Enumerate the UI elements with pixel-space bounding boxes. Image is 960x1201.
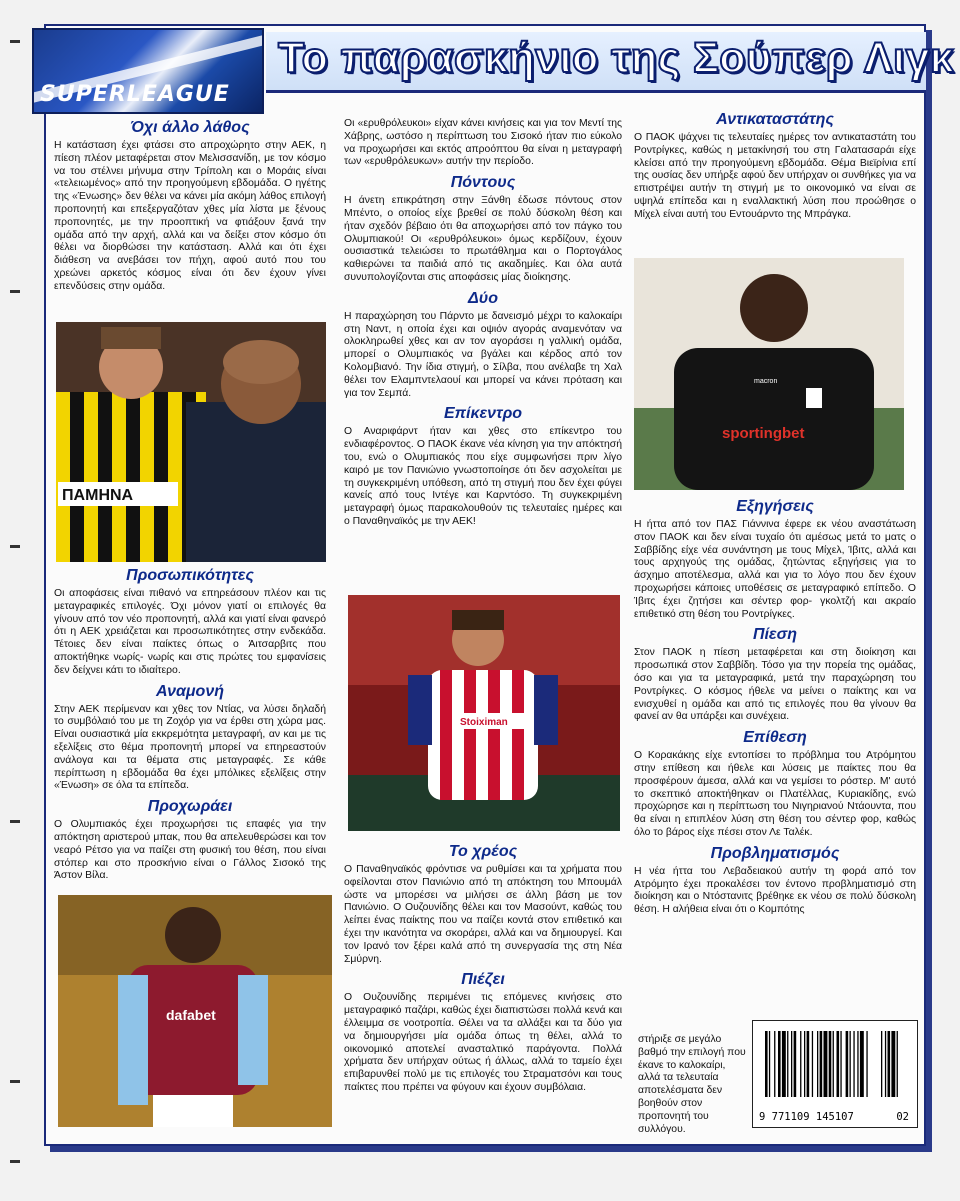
article-heading: Αναμονή: [155, 682, 224, 700]
article-heading: Πιέζει: [461, 971, 505, 989]
barcode-bar: [769, 1031, 770, 1097]
article-body: Ο Ουζουνίδης περιμένει τις επόμενες κινήσεις στο μεταγραφικό παζάρι, καθώς έχει διαπιστώσει πολλά κενά και έλλειμμα σε νοοτροπία. Θέλει να τα αλλάξει και τα δύο για να δημιουργήσει μία ομάδα όπως τη θέλει, αλλά το οικονομικό αποτελεί ανασταλτικό παράγοντα. Πολλά χρήματα δεν υπήρχαν ούτως ή άλλως, αλλά το ταμείο έχει επιβαρυνθεί πολύ με τις επιλογές του Στραματσόνι και τους παίκτες που πρέπει να φύγουν και έχουν συμβόλαια.: [344, 992, 622, 1093]
column-right: [634, 110, 916, 222]
barcode-bar: [885, 1031, 886, 1097]
photo-paok-player: [634, 258, 904, 490]
column-middle: [344, 118, 622, 529]
article-heading: Προσωπικότητες: [126, 567, 254, 584]
barcode-bar: [820, 1031, 823, 1097]
logo-text: SUPERLEAGUE: [40, 82, 230, 107]
barcode-bar: [804, 1031, 805, 1097]
article-body: Ο ΠΑΟΚ ψάχνει τις τελευταίες ημέρες τον αντικαταστάτη του Ροντρίγκες, καθώς η μετακίνησή του στη Γαλατασαράι είχε κλείσει από την προηγούμενη εβδομάδα. Θέμα Βιεϊρίνια επί της ουσίας δεν υπήρξε αφού δεν υπήρχαν οι συνθήκες για να επιστρέψει αυτήν τη στιγμή με το οικονομικό να είναι σε υψηλά επίπεδα και η εναλλακτική λύση που προώθησε ο Μίχελ είναι αυτή του Εντουάρντο της Μπράγκα.: [634, 132, 916, 220]
column-left-2: [54, 566, 326, 883]
article-body: Η ήττα από τον ΠΑΣ Γιάννινα έφερε εκ νέου αναστάτωση στον ΠΑΟΚ και δεν είναι τυχαίο ότι αμέσως μετά το ματς ο Σαββίδης είχε νέα συνάντηση με τους Μίχελ, Ίβιτς, αλλά και τους αρχηγούς της ομάδας, ζητώντας εξηγήσεις για το άσχημο αποτέλεσμα, αλλά και για το λόγο που δεν έχουν προχωρήσει κάποιες υποθέσεις σε μεταγραφικό επίπεδο. Ο Ίβιτς έχει ζητήσει και σέντερ φορ- γκολτζή και ακραίο επιθετικό στη θέση του Ροντρίγκες.: [634, 519, 916, 620]
barcode-bar: [787, 1031, 788, 1097]
article-body: Η άνετη επικράτηση στην Ξάνθη έδωσε πόντους στον Μπέντο, ο οποίος είχε βρεθεί σε πολύ δύσκολη θέση και ήταν σχεδόν βέβαιο ότι θα αποχωρήσει από τον πάγκο του Ολυμπιακού! Οι «ερυθρόλευκοι» όμως κερδίζουν, έχουν ουσιαστικά τελειώσει το πρωτάθλημα και ο Πορτογάλος καθιερώνει τα παιδιά από τις ακαδημίες. Και όλα αυτά συνυπολογίζονται στις αποφάσεις μίας διοίκησης.: [344, 195, 622, 283]
shirt-sponsor-text: Stoiximan: [460, 717, 508, 728]
barcode-bar: [860, 1031, 864, 1097]
article-body: Στον ΠΑΟΚ η πίεση μεταφέρεται και στη διοίκηση και προσωπικά στον Σαββίδη. Τόσο για την πορεία της ομάδας, όσο και για τα μεταγραφικά, μετά την παραχώρηση του Ροντρίγκες. Ο κόσμος ήθελε να μείνει ο παίκτης και να ενισχυθεί η ομάδα και από τις επιλογές που θα γίνουν θα φανεί αν θα υπάρξει και συνέχεια.: [634, 647, 916, 723]
barcode-bar: [853, 1031, 854, 1097]
photo-olympiacos-player: [348, 595, 620, 831]
barcode-bars: [753, 1025, 917, 1109]
registration-mark: [10, 1160, 20, 1163]
registration-mark: [10, 290, 20, 293]
registration-mark: [10, 1080, 20, 1083]
article-body: Ο Αναριφάρντ ήταν και χθες στο επίκεντρο του ενδιαφέροντος. Ο ΠΑΟΚ έκανε νέα κίνηση για την απόκτησή του, ενώ ο Ολυμπιακός που είχε συμφωνήσει πριν λίγο καιρό με τον Πανιώνιο γνωστοποίησε ότι δεν ασχολείται με τη συγκεκριμένη υπόθεση, από τη στιγμή που δεν έχει φύγει κανείς από τους Ιντέγε και Καρντόσο. Τη συγκεκριμένη μεταγραφή όμως παρακολουθούν τις τελευταίες ημέρες και ο Παναθηναϊκός με την ΑΕΚ!: [344, 426, 622, 527]
article-body: Ο Ολυμπιακός έχει προχωρήσει τις επαφές για την απόκτηση αριστερού μπακ, που θα απελευθερώσει και τον νεαρό Ρέτσο για να παίζει στη φυσική του θέση, που είναι στόπερ και στο προσκήνιο είναι ο Γάλλος Σισοκό της Άστον Βίλα.: [54, 819, 326, 882]
barcode-bar: [800, 1031, 801, 1097]
barcode-bar: [807, 1031, 810, 1097]
shirt-sponsor-text: ΠΑΜΗΝΑ: [62, 487, 134, 504]
barcode: [752, 1020, 918, 1128]
article-body: Ο Κορακάκης είχε εντοπίσει το πρόβλημα του Ατρόμητου στην επίθεση και ήθελε και λύσεις με παίκτες που θα προσφέρουν άμεσα, αλλά και να γεμίσει το ρόστερ. Μ' αυτό το σκεπτικό αποκτήθηκαν οι Πλατέλλας, Κυριακίδης, ενώ προχώρησε και η περίπτωση του Νιγηριανού Ντάουντα, που θα είναι η επιπλέον λύση στη θέση του σέντερ φορ, καθώς όλο το βάρος είχε πέσει στον Λε Ταλέκ.: [634, 750, 916, 838]
article-heading: Όχι άλλο λάθος: [130, 119, 250, 136]
article-heading: Προχωράει: [147, 798, 233, 816]
barcode-bar: [782, 1031, 786, 1097]
article-body: Οι «ερυθρόλευκοι» είχαν κάνει κινήσεις και για τον Μεντί της Χάβρης, ωστόσο η περίπτωση του Σισοκό ήταν πιο εύκολο να προχωρήσει και εκτός απροόπτου θα είναι η μεταγραφή των «ερυθρόλευκων» αυτήν την περίοδο.: [344, 118, 622, 168]
barcode-bar: [824, 1031, 828, 1097]
barcode-bar: [891, 1031, 895, 1097]
title-banner: [266, 32, 955, 93]
barcode-bar: [774, 1031, 775, 1097]
barcode-bar: [846, 1031, 849, 1097]
barcode-issue-number: 02: [896, 1111, 909, 1123]
article-body: Ο Παναθηναϊκός φρόντισε να ρυθμίσει και τα χρήματα που οφείλονται στον Πανιώνιο από τη απόκτηση του Μπουμάλ ώστε να μπορέσει να μιλήσει σε άλλη βάση με τον Πανιώνιο. Ο Ουζουνίδης θέλει και τον Μασούντ, καθώς του λείπει ένας παίκτης που να παίζει κοντά στον επιθετικό και έχει την ικανότητα να σκοράρει, αλλά και να δημιουργεί. Και τον Ιρανό τον ξέρει καλά από τη συνεργασία της στη Νέα Σμύρνη.: [344, 864, 622, 965]
registration-mark: [10, 820, 20, 823]
barcode-bar: [866, 1031, 867, 1097]
barcode-bar: [840, 1031, 841, 1097]
article-body: Στην ΑΕΚ περίμεναν και χθες τον Ντίας, να λύσει δηλαδή το συμβόλαιό του με τη Ζοχόρ για να έρθει στη χώρα μας. Είναι ουσιαστικά μία εκκρεμότητα μεταγραφή, αν και με τις εξελίξεις στο θέμα προπονητή μπορεί να επηρεαστούν ανάλογα και τα θέματα στις μεταγραφές. Σε κάθε περίπτωση η εβδομάδα θα έχει μπόλικες εξελίξεις στην «Ένωση» σε όλα τα επίπεδα.: [54, 703, 326, 792]
article-heading: Επίθεση: [743, 729, 807, 747]
barcode-bar: [833, 1031, 834, 1097]
shirt-sponsor-text: dafabet: [166, 1007, 216, 1023]
column-right-2: [634, 497, 916, 917]
barcode-bar: [778, 1031, 781, 1097]
barcode-bar: [817, 1031, 818, 1097]
barcode-bar: [829, 1031, 832, 1097]
article-heading: Δύο: [468, 289, 498, 307]
barcode-bar: [791, 1031, 792, 1097]
photo-aek-coach: [56, 322, 326, 562]
barcode-bar: [897, 1031, 898, 1097]
column-middle-2: [344, 842, 622, 1095]
shirt-sponsor-text: sportingbet: [722, 425, 805, 442]
page-title: Το παρασκήνιο της Σούπερ Λιγκ: [278, 34, 955, 82]
article-body: Η παραχώρηση του Πάρντο με δανεισμό μέχρι το καλοκαίρι στη Ναντ, η οποία έχει και οψιόν αγοράς αναμενόταν να ολοκληρωθεί χθες και αν τον αγοράσει η γαλλική ομάδα, μπορεί ο Ολυμπιακός να βγάλει και κέρδος από τον Κολομβιανό. Την ίδια στιγμή, ο Σίλβα, που ανέλαβε τη Χαλ θέλει τον Ελαμπντελαουί και μπορεί να κάνει πρόταση και για τον Σεμπά.: [344, 310, 622, 399]
article-heading: Εξηγήσεις: [736, 498, 814, 515]
barcode-digits: 9 771109 145107: [759, 1111, 854, 1123]
barcode-bar: [857, 1031, 858, 1097]
article-heading: Πόντους: [450, 174, 516, 192]
barcode-bar: [765, 1031, 768, 1097]
barcode-bar: [837, 1031, 840, 1097]
column-left: [54, 118, 326, 294]
article-heading: Το χρέος: [448, 843, 518, 860]
barcode-bar: [812, 1031, 813, 1097]
article-heading: Προβληματισμός: [710, 844, 840, 862]
registration-mark: [10, 545, 20, 548]
photo-aston-villa-player: [58, 895, 332, 1127]
article-narrow-text: [638, 1034, 746, 1136]
registration-mark: [10, 40, 20, 43]
shirt-brand-text: macron: [754, 378, 778, 385]
article-heading: Αντικαταστάτης: [716, 111, 834, 128]
article-heading: Πίεση: [753, 626, 797, 644]
article-body: Οι αποφάσεις είναι πιθανό να επηρεάσουν πλέον και τις μεταγραφικές επιλογές. Όχι μόνον γιατί οι επιλογές θα γίνουν από τον νέο προπονητή, αλλά και γιατί είναι φανερό ότι η ΑΕΚ χρειάζεται και προσωπικότητες στην ενδεκάδα. Τέτοιες δεν είναι παίκτες όπως ο Άιτσαρβιτς που αποκτήθηκε νωρίς- νωρίς και στις πρώτες του εμφανίσεις δεν δείχνει κάτι το ιδιαίτερο.: [54, 588, 326, 676]
barcode-bar: [794, 1031, 797, 1097]
superleague-logo: [32, 28, 264, 114]
barcode-bar: [888, 1031, 891, 1097]
article-body: Η κατάσταση έχει φτάσει στο απροχώρητο στην ΑΕΚ, η πίεση πλέον μεταφέρεται στον Μελισσανίδη, με τον κόσμο να του στέλνει μήνυμα στην Τρίπολη και ο Μοράις είναι «τελειωμένος» από την προηγούμενη εβδομάδα. Ο ηγέτης της «Ένωσης» δεν θέλει να κάνει μία ακόμη λάθος επιλογή προπονητή και επεξεργαζόταν χθες μία λίστα με ξένους προπονητές, με την προοπτική να φτιάξουν ξανά την ομάδα από την αρχή, αλλά και να δείξει στον κόσμο ότι θέλει να διορθώσει την κατάσταση. Αλλά και ότι έχει διάθεση να ανεβάσει τον πήχη, αφού αυτό που του χρεώνει αρκετός κόσμος είναι ότι δεν έχουν γίνει επενδύσεις στην ομάδα.: [54, 140, 326, 292]
barcode-bar: [850, 1031, 851, 1097]
barcode-bar: [881, 1031, 882, 1097]
article-body: στήριξε σε μεγάλο βαθμό την επιλογή που έκανε το καλοκαίρι, αλλά τα τελευταία αποτελέσματα δεν βοηθούν στον προπονητή του συλλόγου.: [638, 1034, 746, 1135]
article-heading: Επίκεντρο: [443, 405, 523, 423]
article-body: Η νέα ήττα του Λεβαδειακού αυτήν τη φορά από τον Ατρόμητο έχει προκαλέσει τον έντονο προβληματισμό στη διοίκηση και ο Ντόστανιτς βρέθηκε εκ νέου σε πολύ δύσκολη θέση. Η αλήθεια είναι ότι ο Κομπότης: [634, 865, 916, 916]
